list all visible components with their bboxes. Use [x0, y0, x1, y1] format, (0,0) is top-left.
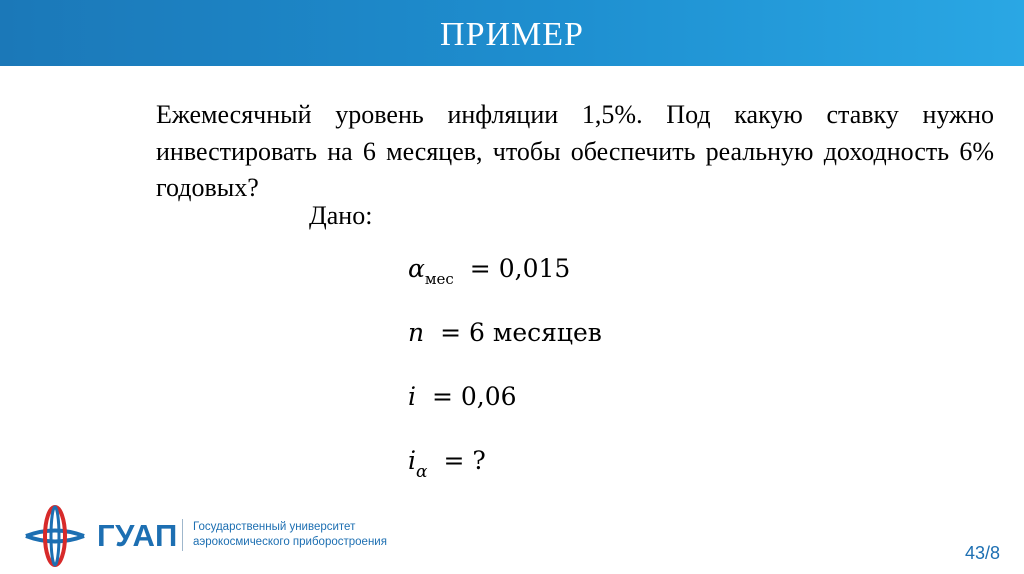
formula-subscript: мес — [424, 270, 454, 288]
formula-operator: = — [440, 318, 462, 347]
given-label: Дано: — [309, 201, 373, 230]
formula-variable: i — [408, 446, 416, 475]
logo-divider — [182, 519, 183, 551]
formula-value: 6 месяцев — [469, 318, 602, 347]
university-name-line: Государственный университет — [193, 521, 356, 533]
problem-statement: Ежемесячный уровень инфляции 1,5%. Под какую ставку нужно инвестировать на 6 месяцев, чтобы обеспечить реальную доходность 6% годовых? — [156, 100, 994, 202]
formula-variable: n — [408, 318, 425, 347]
formula-operator: = — [431, 382, 453, 411]
university-name — [193, 520, 387, 549]
slide-title: ПРИМЕР — [440, 16, 584, 53]
formula-operator: = — [469, 254, 491, 283]
page-number: 43/8 — [964, 543, 1000, 563]
formula-value: 0,015 — [498, 254, 571, 283]
formula-variable: i — [408, 382, 416, 411]
formula-value: 0,06 — [460, 382, 517, 411]
formula-monthly-inflation — [408, 254, 570, 294]
formula-operator: = — [443, 446, 465, 475]
formula-variable: α — [408, 254, 425, 283]
formula-real-rate — [408, 382, 517, 422]
university-logo-icon — [22, 503, 88, 569]
university-name-line: аэрокосмического приборостроения — [193, 535, 387, 548]
formula-period — [408, 318, 602, 358]
formula-value: ? — [472, 446, 486, 475]
formula-unknown-rate — [408, 446, 486, 486]
formula-subscript: α — [416, 462, 428, 482]
university-abbreviation: ГУАП — [97, 518, 178, 553]
